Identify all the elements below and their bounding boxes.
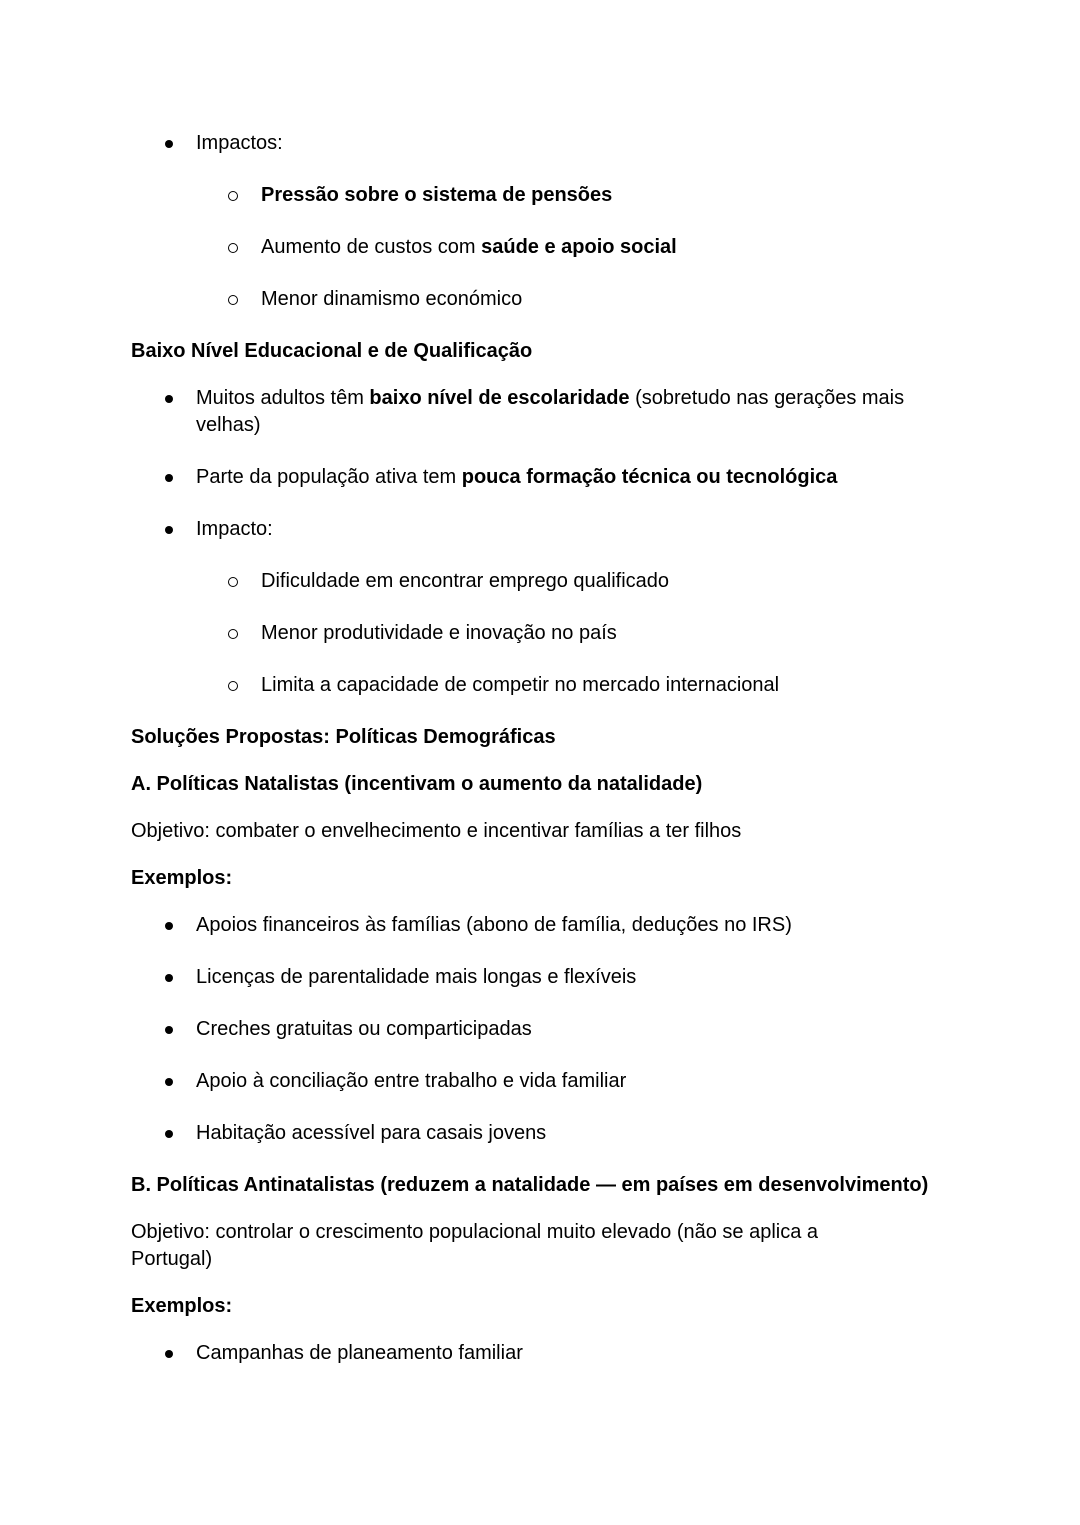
text-run: A. Políticas Natalistas (incentivam o aumento da natalidade) <box>131 773 703 795</box>
text-content <box>131 340 532 362</box>
paragraph <box>131 1219 980 1273</box>
heading <box>131 771 980 798</box>
document-content <box>131 130 980 1367</box>
text-content <box>131 1295 232 1317</box>
text-content <box>261 286 522 313</box>
text-run: Apoio à conciliação entre trabalho e vida familiar <box>196 1070 627 1092</box>
list-item <box>131 1340 980 1367</box>
disc-bullet-icon <box>165 1078 173 1086</box>
disc-bullet-icon <box>165 140 173 148</box>
list-item <box>131 912 980 939</box>
heading <box>131 1172 980 1199</box>
circle-bullet-icon <box>228 629 238 639</box>
text-content <box>131 773 702 795</box>
text-run: (sobretudo nas gerações mais <box>629 387 905 409</box>
text-run: Dificuldade em encontrar emprego qualificado <box>261 570 670 592</box>
sub-list-item <box>131 286 980 313</box>
text-run: saúde e apoio social <box>481 236 677 258</box>
text-run: Impacto: <box>196 518 273 540</box>
text-run: pouca formação técnica ou tecnológica <box>461 466 838 488</box>
text-content <box>261 568 669 595</box>
text-run: velhas) <box>196 414 261 436</box>
text-run: Parte da população ativa tem <box>196 466 462 488</box>
list-item <box>131 1120 980 1147</box>
text-content <box>196 1340 523 1367</box>
text-content <box>196 1120 546 1147</box>
circle-bullet-icon <box>228 191 238 201</box>
text-run: Creches gratuitas ou comparticipadas <box>196 1018 532 1040</box>
text-content <box>196 964 636 991</box>
text-run: baixo nível de escolaridade <box>369 387 630 409</box>
disc-bullet-icon <box>165 1026 173 1034</box>
text-run: Impactos: <box>196 132 283 154</box>
text-content <box>131 1174 928 1196</box>
text-content <box>131 1221 818 1270</box>
list-item <box>131 464 980 491</box>
text-content <box>261 182 612 209</box>
text-run: Aumento de custos com <box>261 236 482 258</box>
text-content <box>196 464 837 491</box>
heading <box>131 724 980 751</box>
sub-list-item <box>131 620 980 647</box>
heading <box>131 338 980 365</box>
text-content <box>261 234 677 261</box>
text-run: Objetivo: controlar o crescimento populacional muito elevado (não se aplica a <box>131 1221 819 1243</box>
text-run: Exemplos: <box>131 1295 233 1317</box>
list-item <box>131 130 980 157</box>
disc-bullet-icon <box>165 395 173 403</box>
text-content <box>196 516 273 543</box>
circle-bullet-icon <box>228 243 238 253</box>
text-content <box>196 1016 532 1043</box>
disc-bullet-icon <box>165 1130 173 1138</box>
text-run: Apoios financeiros às famílias (abono de família, deduções no IRS) <box>196 914 792 936</box>
text-content <box>261 620 617 647</box>
list-item <box>131 516 980 543</box>
text-run: Soluções Propostas: Políticas Demográficas <box>131 726 556 748</box>
text-content <box>261 672 779 699</box>
text-content <box>131 726 556 748</box>
paragraph <box>131 818 980 845</box>
sub-list-item <box>131 234 980 261</box>
text-run: Baixo Nível Educacional e de Qualificação <box>131 340 533 362</box>
circle-bullet-icon <box>228 577 238 587</box>
list-item <box>131 1016 980 1043</box>
text-run: Habitação acessível para casais jovens <box>196 1122 547 1144</box>
disc-bullet-icon <box>165 974 173 982</box>
disc-bullet-icon <box>165 1350 173 1358</box>
text-run: B. Políticas Antinatalistas (reduzem a natalidade — em países em desenvolvimento) <box>131 1174 929 1196</box>
text-run: Portugal) <box>131 1248 213 1270</box>
sub-list-item <box>131 182 980 209</box>
text-run: Licenças de parentalidade mais longas e flexíveis <box>196 966 637 988</box>
text-run: Campanhas de planeamento familiar <box>196 1342 523 1364</box>
text-content <box>196 912 792 939</box>
disc-bullet-icon <box>165 922 173 930</box>
text-content <box>196 130 283 157</box>
text-run: Muitos adultos têm <box>196 387 370 409</box>
sub-list-item <box>131 672 980 699</box>
text-content <box>131 820 741 842</box>
text-run: Pressão sobre o sistema de pensões <box>261 184 613 206</box>
heading <box>131 1293 980 1320</box>
sub-list-item <box>131 568 980 595</box>
text-run: Menor produtividade e inovação no país <box>261 622 617 644</box>
list-item <box>131 964 980 991</box>
list-item <box>131 1068 980 1095</box>
heading <box>131 865 980 892</box>
text-run: Limita a capacidade de competir no mercado internacional <box>261 674 780 696</box>
disc-bullet-icon <box>165 526 173 534</box>
text-run: Menor dinamismo económico <box>261 288 523 310</box>
text-run: Exemplos: <box>131 867 233 889</box>
text-content <box>196 385 904 439</box>
text-content <box>131 867 232 889</box>
circle-bullet-icon <box>228 681 238 691</box>
list-item <box>131 385 980 439</box>
disc-bullet-icon <box>165 474 173 482</box>
text-run: Objetivo: combater o envelhecimento e incentivar famílias a ter filhos <box>131 820 742 842</box>
circle-bullet-icon <box>228 295 238 305</box>
text-content <box>196 1068 626 1095</box>
